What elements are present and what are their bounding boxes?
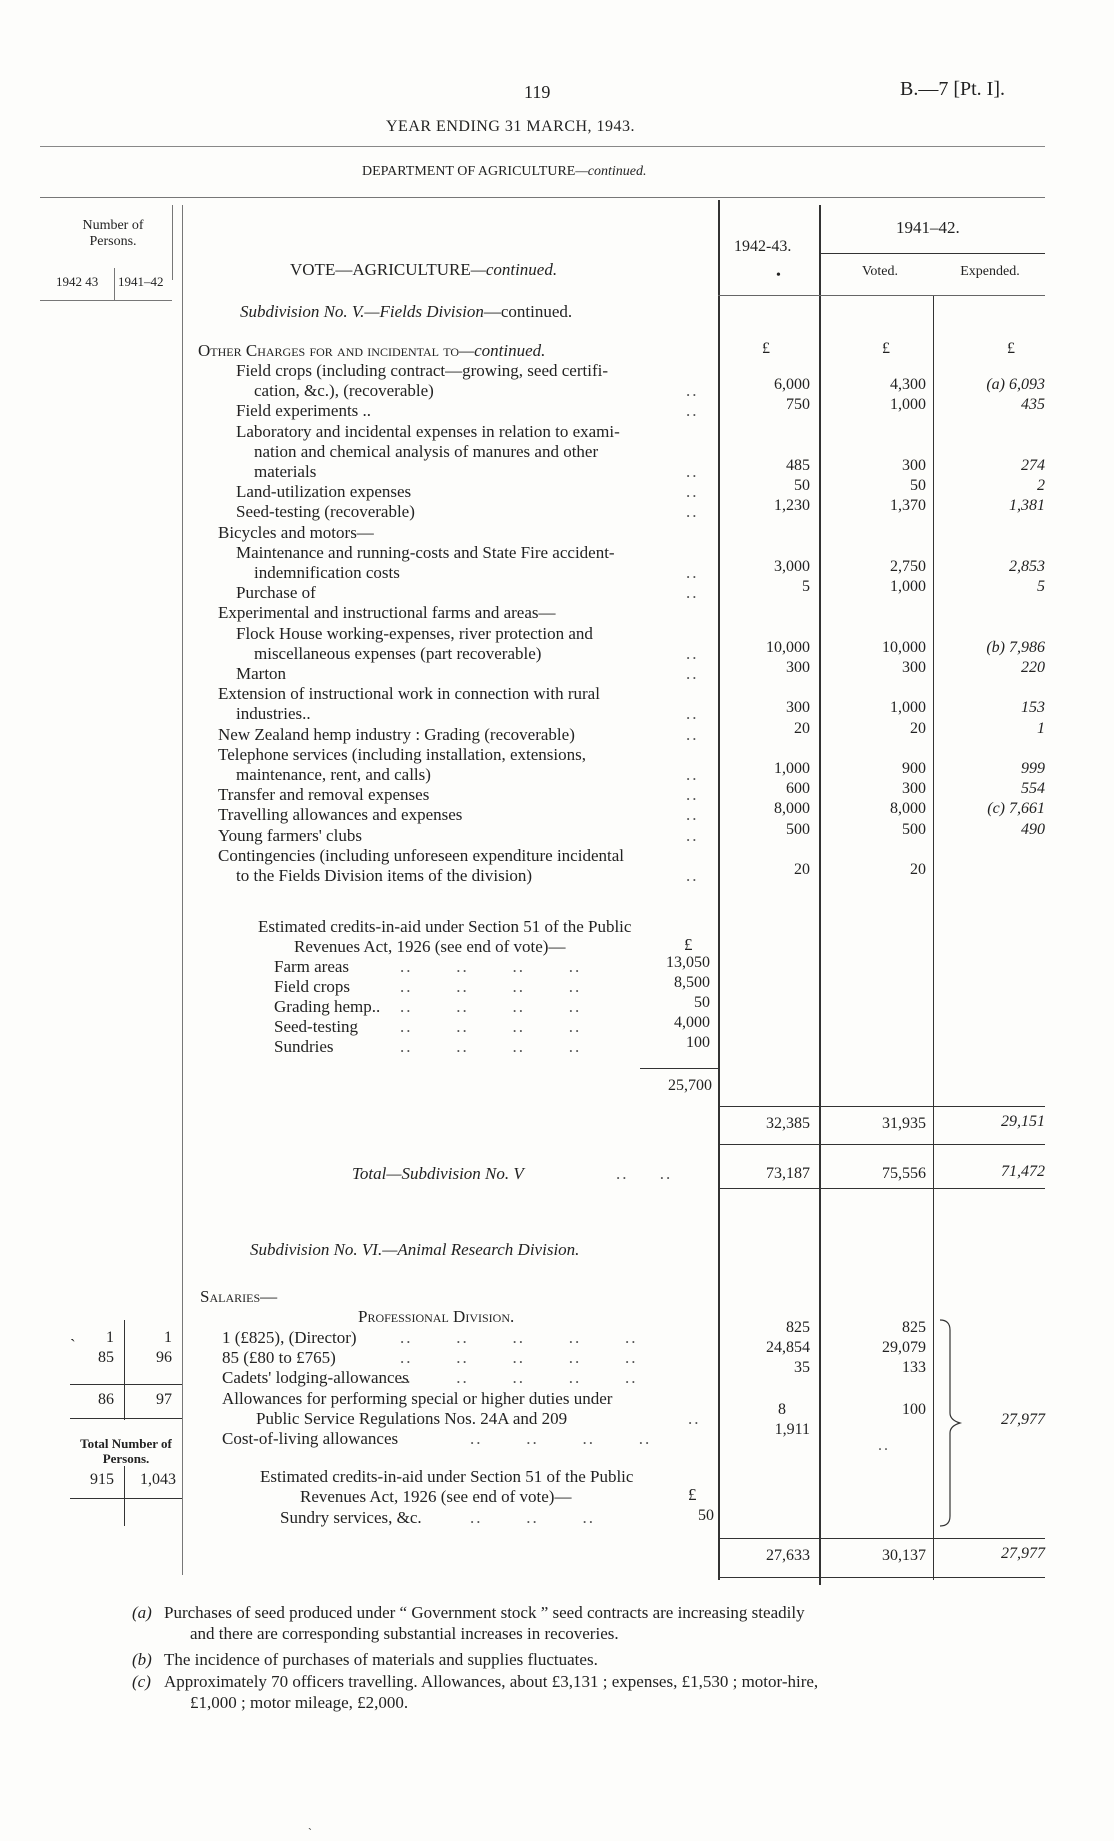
allowances-1943: 8: [778, 1401, 786, 1418]
line-item-dots: ..: [686, 563, 699, 582]
document-reference: B.—7 [Pt. I].: [900, 78, 1005, 100]
total-number-label: Total Number of Persons.: [80, 1436, 172, 1466]
credit-label: Seed-testing: [274, 1017, 359, 1036]
subdivision-6-title: Subdivision No. VI.—Animal Research Division.: [250, 1240, 580, 1259]
line-item-v1943: 5: [802, 578, 810, 595]
footnote-line-2: and there are corresponding substantial increases in recoveries.: [190, 1624, 619, 1643]
line-item-exp: (b) 7,986: [986, 639, 1045, 656]
total-6-bottom-rule: [718, 1577, 1045, 1578]
credit-label: Sundries: [274, 1037, 334, 1056]
line-item-voted: 300: [902, 780, 926, 797]
persons-1942-header: 1942 43: [56, 274, 99, 289]
col-1941-42-header: 1941–42.: [896, 218, 960, 237]
line-item-text: Field experiments ..: [236, 401, 372, 420]
line-item-v1943: 300: [786, 659, 810, 676]
line-item-voted: 300: [902, 457, 926, 474]
line-item-exp: 274: [1021, 457, 1045, 474]
salary-row-text: 1 (£825), (Director): [222, 1328, 357, 1347]
salary-row-dots: .. .. .. .. ..: [400, 1328, 638, 1347]
total-6-expended: 27,977: [1001, 1545, 1045, 1562]
salary-row-1943: 24,854: [766, 1339, 810, 1356]
line-item-v1943: 3,000: [774, 558, 810, 575]
persons-header: Number of Persons.: [82, 218, 144, 249]
salary-row-voted: 825: [902, 1319, 926, 1336]
cost-of-living-dots: .. .. .. ..: [470, 1429, 652, 1448]
persons-total-1943: 86: [98, 1391, 114, 1408]
credits-6-line-1: Estimated credits-in-aid under Section 51 of the Public: [260, 1467, 634, 1486]
line-item-text: maintenance, rent, and calls): [236, 765, 431, 784]
cost-of-living-1943: 1,911: [774, 1421, 810, 1438]
line-item-exp: (c) 7,661: [987, 800, 1045, 817]
line-item-text: Purchase of: [236, 583, 316, 602]
line-item-dots: ..: [686, 381, 699, 400]
currency-voted: £: [882, 340, 890, 357]
footnote-line-1: Purchases of seed produced under “ Government stock ” seed contracts are increasing steadily: [164, 1603, 805, 1622]
expended-header: Expended.: [960, 264, 1020, 279]
voted-header: Voted.: [862, 264, 898, 279]
credit-dots: .. .. .. ..: [400, 977, 582, 996]
line-item-text: industries..: [236, 704, 311, 723]
line-item-voted: 2,750: [890, 558, 926, 575]
line-item-voted: 1,000: [890, 396, 926, 413]
line-item-exp: 1,381: [1009, 497, 1045, 514]
persons-1943: 85: [98, 1349, 114, 1366]
footnote-line-2: £1,000 ; motor mileage, £2,000.: [190, 1693, 409, 1712]
line-item-text: Laboratory and incidental expenses in relation to exami-: [236, 422, 620, 441]
line-item-text: materials: [254, 462, 317, 481]
salary-row-voted: 133: [902, 1359, 926, 1376]
credits-line-1: Estimated credits-in-aid under Section 51 of the Public: [258, 917, 632, 936]
footnote-line-1: The incidence of purchases of materials and supplies fluctuates.: [164, 1650, 598, 1669]
persons-1941-header: 1941–42: [118, 274, 164, 289]
vote-title: [290, 260, 557, 280]
line-item-voted: 50: [910, 477, 926, 494]
subtotal-top-rule: [718, 1106, 1045, 1107]
sundry-services-label: Sundry services, &c.: [280, 1508, 422, 1527]
text-column-left-rule: [182, 205, 183, 1575]
line-item-text: Maintenance and running-costs and State Fire accident-: [236, 543, 615, 562]
department-name: DEPARTMENT OF AGRICULTURE: [362, 164, 576, 179]
allowances-dots: ..: [688, 1409, 701, 1428]
line-item-voted: 20: [910, 720, 926, 737]
line-item-text: Transfer and removal expenses: [218, 785, 430, 804]
credit-label: Farm areas: [274, 957, 350, 976]
bracket-expended: 27,977: [1001, 1411, 1045, 1428]
line-item-voted: 1,000: [890, 699, 926, 716]
bottom-mark: ˴: [308, 1820, 312, 1834]
credit-value: 50: [694, 994, 710, 1011]
allowances-line-1: Allowances for performing special or higher duties under: [222, 1389, 613, 1408]
currency-1943: £: [762, 340, 770, 357]
other-charges-heading: [198, 341, 545, 361]
total-subdivision-5-1943: 73,187: [766, 1165, 810, 1182]
currency-expended: £: [1007, 340, 1015, 357]
vote-title-text: VOTE—AGRICULTURE: [290, 260, 471, 279]
credit-value: 4,000: [674, 1014, 710, 1031]
line-item-v1943: 8,000: [774, 800, 810, 817]
line-item-voted: 20: [910, 861, 926, 878]
line-item-v1943: 10,000: [766, 639, 810, 656]
col-1941-42-header-rule: [819, 253, 1045, 254]
line-item-text: Experimental and instructional farms and areas—: [218, 603, 556, 622]
line-item-text: Marton: [236, 664, 287, 683]
line-item-text: miscellaneous expenses (part recoverable): [254, 644, 542, 663]
sundry-services-value: 50: [698, 1507, 714, 1524]
line-item-voted: 1,000: [890, 578, 926, 595]
line-item-v1943: 750: [786, 396, 810, 413]
line-item-exp: 5: [1037, 578, 1045, 595]
footnote-mark: (b): [132, 1650, 152, 1669]
credits-6-currency: £: [688, 1485, 697, 1504]
year-title: YEAR ENDING 31 MARCH, 1943.: [386, 118, 636, 135]
persons-1942: 96: [156, 1349, 172, 1366]
page-number: 119: [524, 82, 551, 102]
line-item-exp: 153: [1021, 699, 1045, 716]
salary-row-dots: .. .. .. .. ..: [400, 1368, 638, 1387]
line-item-dots: ..: [686, 644, 699, 663]
line-item-text: Land-utilization expenses: [236, 482, 412, 501]
line-item-exp: 2: [1037, 477, 1045, 494]
total-subdivision-5-expended: 71,472: [1001, 1163, 1045, 1180]
total-6-top-rule: [718, 1538, 1045, 1539]
line-item-dots: ..: [686, 826, 699, 845]
persons-total-rule: [70, 1418, 182, 1419]
footnote-line-1: Approximately 70 officers travelling. Allowances, about £3,131 ; expenses, £1,530 ; motor-hire,: [164, 1672, 819, 1691]
line-item-exp: 435: [1021, 396, 1045, 413]
subdivision-5-continued: —continued.: [483, 302, 573, 321]
persons-divider-rule: [114, 268, 115, 300]
salary-row-1943: 825: [786, 1319, 810, 1336]
line-item-text: Seed-testing (recoverable): [236, 502, 415, 521]
sundry-services-dots: .. .. ..: [470, 1508, 595, 1527]
line-item-dots: ..: [686, 866, 699, 885]
credits-total: 25,700: [668, 1077, 712, 1094]
line-item-exp: 999: [1021, 760, 1045, 777]
credit-label: Grading hemp..: [274, 997, 381, 1016]
line-item-v1943: 485: [786, 457, 810, 474]
salary-row-dots: .. .. .. .. ..: [400, 1348, 638, 1367]
line-item-exp: 554: [1021, 780, 1045, 797]
line-item-exp: 1: [1037, 720, 1045, 737]
total-subdivision-5-label: Total—Subdivision No. V: [352, 1164, 524, 1183]
credits-6-line-2: Revenues Act, 1926 (see end of vote)—: [300, 1487, 572, 1506]
line-item-v1943: 20: [794, 861, 810, 878]
credit-label: Field crops: [274, 977, 351, 996]
line-item-v1943: 300: [786, 699, 810, 716]
other-charges-text: Other Charges for and incidental to: [198, 341, 460, 360]
total-subdivision-5-dots: .. ..: [616, 1164, 673, 1183]
line-item-v1943: 50: [794, 477, 810, 494]
line-item-dots: ..: [686, 785, 699, 804]
subtotal-expended: 29,151: [1001, 1113, 1045, 1130]
line-item-voted: 300: [902, 659, 926, 676]
line-item-text: Flock House working-expenses, river protection and: [236, 624, 593, 643]
table-top-rule: [40, 197, 1045, 198]
credit-dots: .. .. .. ..: [400, 957, 582, 976]
line-item-exp: 490: [1021, 821, 1045, 838]
line-item-voted: 8,000: [890, 800, 926, 817]
vote-title-continued: —continued.: [470, 260, 558, 279]
total-number-rule: [70, 1498, 182, 1499]
salary-row-text: 85 (£80 to £765): [222, 1348, 336, 1367]
col-1942-43-header: 1942-43.: [734, 238, 792, 255]
line-item-text: Travelling allowances and expenses: [218, 805, 463, 824]
subtotal-bottom-rule: [718, 1144, 1045, 1145]
salary-row-1943: 35: [794, 1359, 810, 1376]
line-item-voted: 900: [902, 760, 926, 777]
line-item-v1943: 20: [794, 720, 810, 737]
line-item-dots: ..: [686, 401, 699, 420]
credit-dots: .. .. .. ..: [400, 1037, 582, 1056]
total-6-voted: 30,137: [882, 1547, 926, 1564]
department-continued: —continued.: [575, 164, 647, 179]
line-item-text: New Zealand hemp industry : Grading (recoverable): [218, 725, 575, 744]
persons-1942: 1: [164, 1329, 172, 1346]
line-item-dots: ..: [686, 725, 699, 744]
line-item-dots: ..: [686, 502, 699, 521]
line-item-v1943: 1,000: [774, 760, 810, 777]
subtotal-1943: 32,385: [766, 1115, 810, 1132]
persons-sub-rule: [70, 1384, 182, 1385]
line-item-exp: 2,853: [1009, 558, 1045, 575]
credit-value: 8,500: [674, 974, 710, 991]
line-item-dots: ..: [686, 482, 699, 501]
line-item-dots: ..: [686, 664, 699, 683]
allowances-voted: 100: [902, 1401, 926, 1418]
salary-row-text: Cadets' lodging-allowances: [222, 1368, 409, 1387]
line-item-dots: ..: [686, 704, 699, 723]
allowances-line-2: Public Service Regulations Nos. 24A and 209: [256, 1409, 568, 1428]
col-1942-left-rule: [819, 205, 821, 1585]
persons-1943: 1: [106, 1329, 114, 1346]
line-item-v1943: 600: [786, 780, 810, 797]
credit-dots: .. .. .. ..: [400, 1017, 582, 1036]
subdivision-5-title-text: Subdivision No. V.—Fields Division: [240, 302, 484, 321]
col-header-bottom-rule: [718, 295, 1045, 296]
total-5-bottom-rule: [718, 1188, 1045, 1189]
total-number-1943: 915: [90, 1471, 114, 1488]
total-subdivision-5-voted: 75,556: [882, 1165, 926, 1182]
line-item-text: Extension of instructional work in connection with rural: [218, 684, 600, 703]
line-item-text: Young farmers' clubs: [218, 826, 362, 845]
other-charges-continued: —continued.: [459, 341, 546, 360]
line-item-exp: 220: [1021, 659, 1045, 676]
footnote-mark: (c): [132, 1672, 151, 1691]
line-item-text: nation and chemical analysis of manures and other: [254, 442, 599, 461]
line-item-v1943: 6,000: [774, 376, 810, 393]
footnote-mark: (a): [132, 1603, 152, 1622]
subtotal-voted: 31,935: [882, 1115, 926, 1132]
header-rule: [40, 146, 1045, 147]
line-item-v1943: 500: [786, 821, 810, 838]
cost-of-living-label: Cost-of-living allowances: [222, 1429, 399, 1448]
persons-total-1942: 97: [156, 1391, 172, 1408]
line-item-voted: 4,300: [890, 376, 926, 393]
line-item-exp: (a) 6,093: [986, 376, 1045, 393]
persons-divider-total: [124, 1466, 125, 1526]
line-item-voted: 10,000: [882, 639, 926, 656]
subdivision-5-title: [240, 302, 572, 322]
col-voted-right-rule: [933, 295, 934, 1580]
line-item-dots: ..: [686, 765, 699, 784]
line-item-voted: 1,370: [890, 497, 926, 514]
credits-currency: £: [684, 935, 693, 954]
line-item-dots: ..: [686, 583, 699, 602]
line-item-dots: ..: [686, 462, 699, 481]
total-number-1942: 1,043: [140, 1471, 176, 1488]
salary-row-voted: 29,079: [882, 1339, 926, 1356]
line-item-text: cation, &c.), (recoverable): [254, 381, 434, 400]
line-item-text: Telephone services (including installation, extensions,: [218, 745, 586, 764]
line-item-voted: 500: [902, 821, 926, 838]
line-item-text: Bicycles and motors—: [218, 523, 374, 542]
line-item-text: Field crops (including contract—growing, seed certifi-: [236, 361, 608, 380]
credit-value: 13,050: [666, 954, 710, 971]
credit-dots: .. .. .. ..: [400, 997, 582, 1016]
line-item-v1943: 1,230: [774, 497, 810, 514]
professional-division-heading: Professional Division.: [358, 1307, 515, 1326]
department-title: [362, 164, 647, 180]
line-item-text: to the Fields Division items of the division): [236, 866, 533, 885]
line-item-text: indemnification costs: [254, 563, 400, 582]
left-column-rule: [172, 205, 173, 280]
stray-mark: ˴: [70, 1328, 76, 1347]
credits-total-rule: [640, 1068, 718, 1069]
salaries-heading: Salaries—: [200, 1287, 278, 1306]
persons-header-rule: [40, 300, 172, 301]
line-item-text: Contingencies (including unforeseen expenditure incidental: [218, 846, 624, 865]
dot-mark: •: [776, 268, 781, 283]
line-item-dots: ..: [686, 805, 699, 824]
total-6-1943: 27,633: [766, 1547, 810, 1564]
credit-value: 100: [686, 1034, 710, 1051]
cost-of-living-voted: ..: [878, 1437, 890, 1454]
credits-line-2: Revenues Act, 1926 (see end of vote)—: [294, 937, 566, 956]
